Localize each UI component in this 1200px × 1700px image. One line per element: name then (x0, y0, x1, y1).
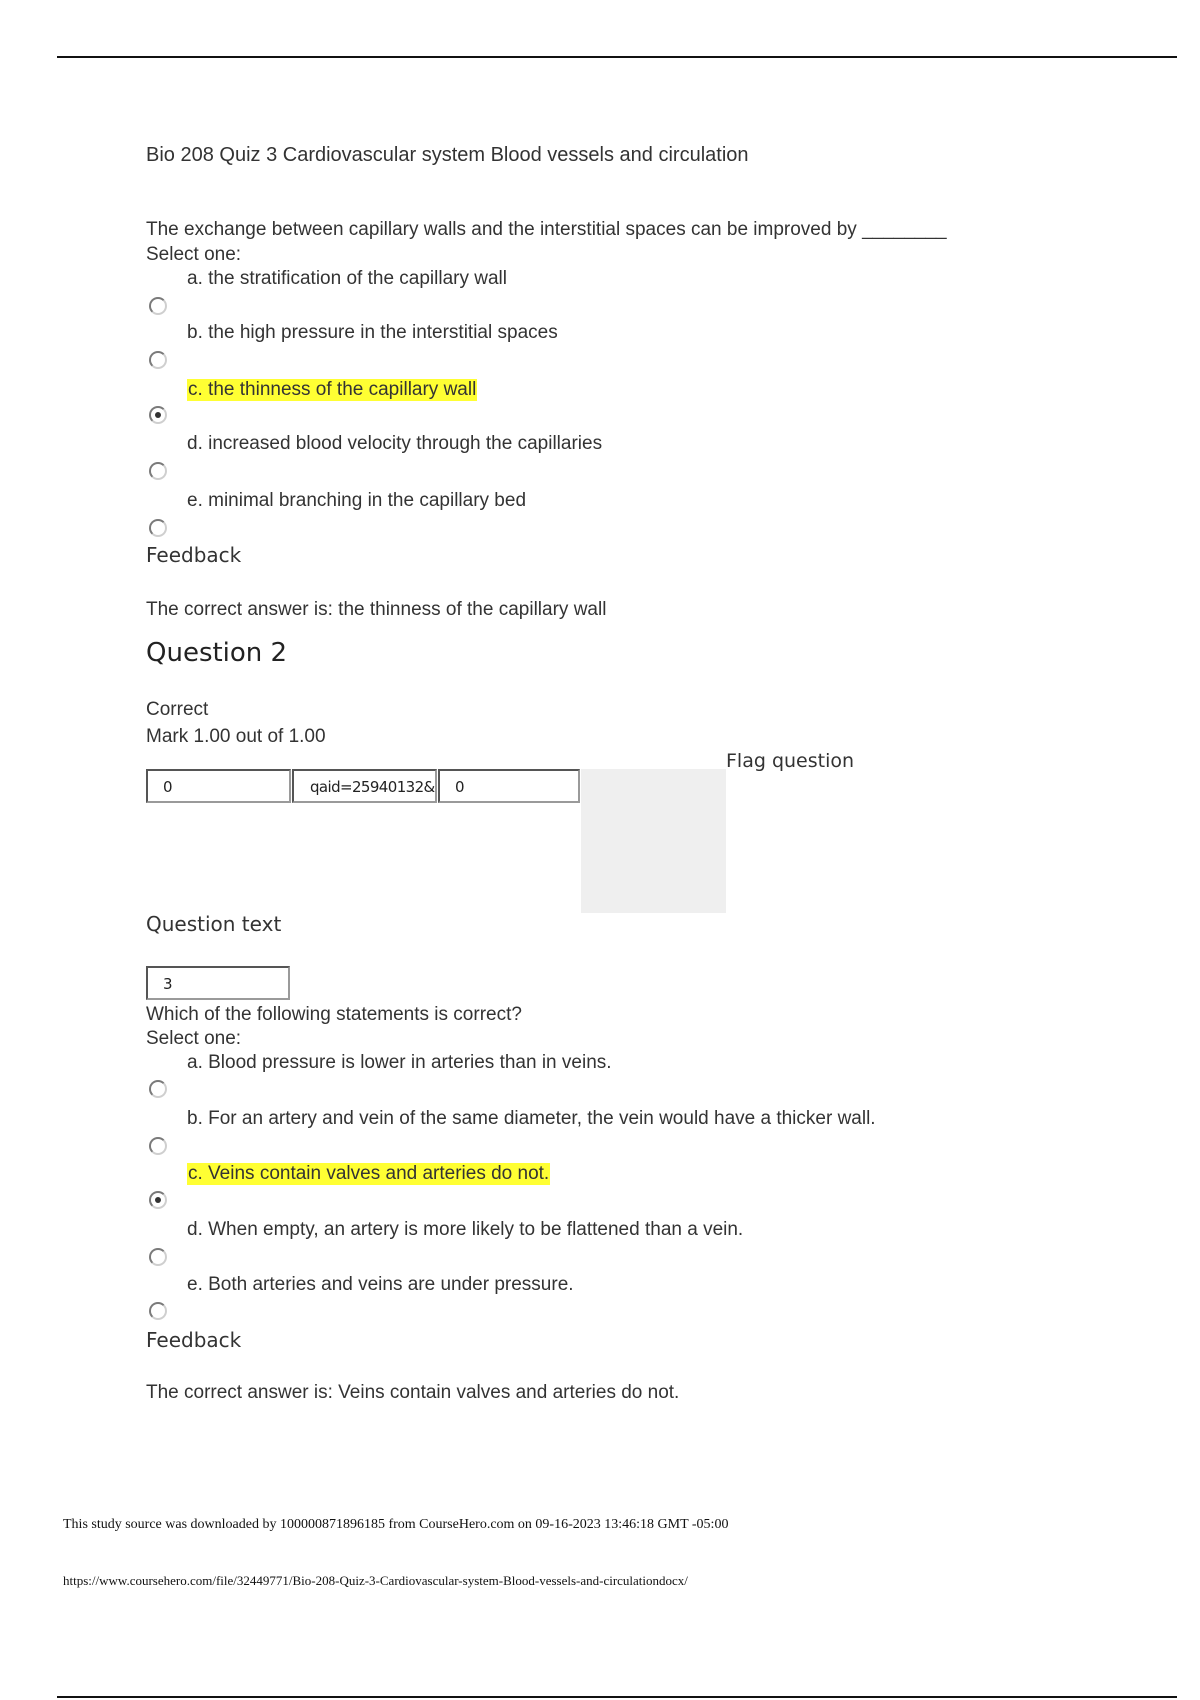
question-number-field[interactable]: 3 (146, 966, 290, 1000)
q1-option-d-label: d. increased blood velocity through the capillaries (187, 433, 603, 454)
q1-option-a-radio[interactable] (149, 297, 167, 315)
question2-heading: Question 2 (146, 638, 288, 668)
source-url[interactable]: https://www.coursehero.com/file/32449771/Bio-208-Quiz-3-Cardiovascular-system-Blood-vessels-and-circulationdocx/ (63, 1573, 688, 1588)
q1-correct-answer: The correct answer is: the thinness of the capillary wall (146, 599, 607, 620)
q2-feedback-heading: Feedback (146, 1328, 242, 1352)
q2-option-c-label: c. Veins contain valves and arteries do not. (188, 1163, 550, 1184)
q1-option-e-radio[interactable] (149, 519, 167, 537)
question1-prompt: The exchange between capillary walls and the interstitial spaces can be improved by ________ (146, 219, 947, 240)
q1-option-c-radio[interactable] (149, 406, 167, 424)
q2-option-a-radio[interactable] (149, 1080, 167, 1098)
hidden-field-3[interactable]: 0 (438, 769, 580, 803)
q1-option-c-label: c. the thinness of the capillary wall (188, 379, 477, 400)
document-title: Bio 208 Quiz 3 Cardiovascular system Blood vessels and circulation (146, 144, 749, 166)
q1-option-b-radio[interactable] (149, 351, 167, 369)
question2-state: Correct (146, 699, 209, 720)
question2-mark: Mark 1.00 out of 1.00 (146, 726, 326, 747)
q1-option-e-label: e. minimal branching in the capillary bed (187, 490, 527, 511)
q2-option-e-radio[interactable] (149, 1302, 167, 1320)
download-notice: This study source was downloaded by 100000871896185 from CourseHero.com on 09-16-2023 13:46:18 GMT -05:00 (63, 1517, 729, 1532)
q2-option-b-radio[interactable] (149, 1137, 167, 1155)
q2-option-d-radio[interactable] (149, 1248, 167, 1266)
q2-option-e-label: e. Both arteries and veins are under pressure. (187, 1274, 574, 1295)
hidden-field-qaid[interactable]: qaid=25940132& (292, 769, 437, 803)
hidden-field-1[interactable]: 0 (146, 769, 291, 803)
q2-option-b-label: b. For an artery and vein of the same diameter, the vein would have a thicker wall. (187, 1108, 876, 1129)
top-rule (57, 56, 1177, 58)
question2-select-one: Select one: (146, 1028, 242, 1049)
q2-option-c-radio[interactable] (149, 1191, 167, 1209)
q1-option-a-label: a. the stratification of the capillary wall (187, 268, 507, 289)
q1-feedback-heading: Feedback (146, 543, 242, 567)
question1-select-one: Select one: (146, 244, 242, 265)
question2-prompt: Which of the following statements is correct? (146, 1004, 522, 1025)
flag-question-link[interactable]: Flag question (726, 750, 855, 772)
q2-option-d-label: d. When empty, an artery is more likely to be flattened than a vein. (187, 1219, 744, 1240)
q2-option-a-label: a. Blood pressure is lower in arteries than in veins. (187, 1052, 612, 1073)
q1-option-d-radio[interactable] (149, 462, 167, 480)
bottom-rule (57, 1696, 1177, 1698)
flag-placeholder-box (581, 769, 726, 913)
question-text-heading: Question text (146, 912, 282, 936)
q1-option-b-label: b. the high pressure in the interstitial spaces (187, 322, 558, 343)
q2-correct-answer: The correct answer is: Veins contain valves and arteries do not. (146, 1382, 680, 1403)
